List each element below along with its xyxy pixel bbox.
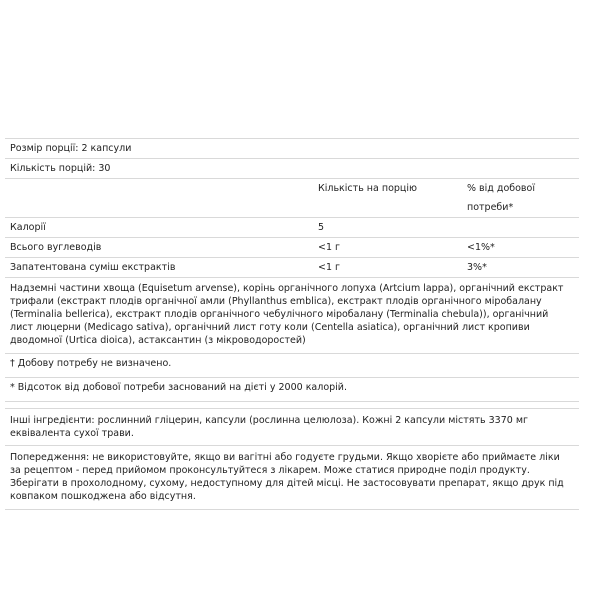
nutrient-amount: <1 г	[318, 242, 341, 253]
servings-count-row	[5, 158, 579, 178]
other-ingredients: Інші інгредієнти: рослинний гліцерин, капсули (рослинна целюлоза). Кожні 2 капсули містять 3370 мг еквівалента сухої трави.	[5, 408, 579, 445]
serving-size: Розмір порції: 2 капсули	[10, 143, 132, 154]
dagger-note: † Добову потребу не визначено.	[5, 353, 579, 377]
table-row	[5, 237, 579, 257]
amount-header: Кількість на порцію	[318, 183, 418, 194]
blend-description: Надземні частини хвоща (Equisetum arvense), корінь органічного лопуха (Artcium lappa), органічний екстракт трифали (екстракт плодів органічної амли (Phyllanthus emblica), екстракт плодів органічного міробалану (Terminalia bellerica), екстракт плодів органічного чебулічного міробалану (Terminalia chebula)), органічний лист люцерни (Medicago sativa), органічний лист готу коли (Centella asiatica), органічний лист кропиви дводомної (Urtica dioica), астаксантин (з мікроводоростей)	[5, 277, 579, 353]
nutrient-dv: <1%*	[467, 242, 495, 253]
nutrient-amount: <1 г	[318, 262, 341, 273]
serving-size-row	[5, 138, 579, 158]
table-header	[5, 178, 579, 217]
nutrient-name: Запатентована суміш екстрактів	[10, 262, 176, 273]
nutrient-name: Всього вуглеводів	[10, 242, 102, 253]
servings-count: Кількість порцій: 30	[10, 163, 111, 174]
dv-header: % від добової потреби*	[467, 183, 535, 213]
divider	[5, 401, 579, 408]
nutrient-dv: 3%*	[467, 262, 487, 273]
percent-note: * Відсоток від добової потреби заснований на дієті у 2000 калорій.	[5, 377, 579, 401]
nutrient-amount: 5	[318, 222, 325, 233]
warning-text: Попередження: не використовуйте, якщо ви вагітні або годуєте грудьми. Якщо хворієте або приймаєте ліки за рецептом - перед прийомом проконсультуйтеся з лікарем. Може статися природне поділ продукту. Зберігати в прохолодному, сухому, недоступному для дітей місці. Не застосовувати препарат, якщо друк під ковпаком пошкоджена або відсутня.	[5, 445, 579, 510]
supplement-facts-panel	[5, 138, 579, 510]
table-row	[5, 257, 579, 277]
nutrient-dv	[467, 218, 579, 237]
table-row	[5, 217, 579, 237]
nutrient-name: Калорії	[10, 222, 46, 233]
